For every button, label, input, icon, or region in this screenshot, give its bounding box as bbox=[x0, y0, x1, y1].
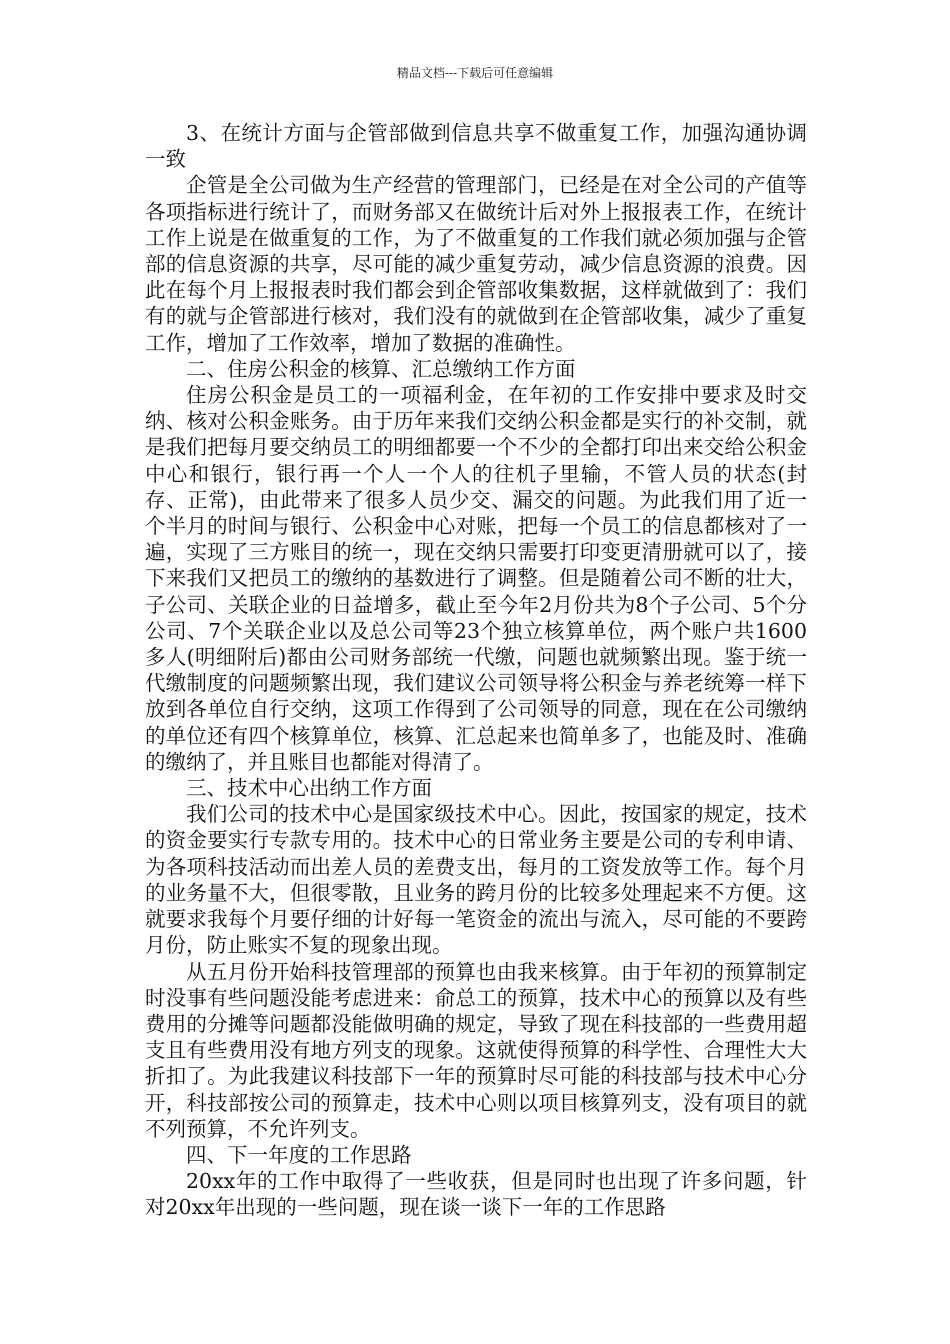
paragraph-statistics-heading: 3、在统计方面与企管部做到信息共享不做重复工作，加强沟通协调一致 bbox=[145, 121, 807, 172]
section-heading-housing-fund: 二、住房公积金的核算、汇总缴纳工作方面 bbox=[186, 356, 576, 381]
document-body bbox=[145, 120, 807, 1221]
section-heading-tech-center: 三、技术中心出纳工作方面 bbox=[186, 776, 432, 801]
paragraph-budget-body: 从五月份开始科技管理部的预算也由我来核算。由于年初的预算制定时没事有些问题没能考虑进来：俞总工的预算，技术中心的预算以及有些费用的分摊等问题都没能做明确的规定，导致了现在科技部的一些费用超支且有些费用没有地方列支的现象。这就使得预算的科学性、合理性大大折扣了。为此我建议科技部下一年的预算时尽可能的科技部与技术中心分开，科技部按公司的预算走，技术中心则以项目核算列支，没有项目的就不列预算，不允许列支。 bbox=[145, 959, 807, 1141]
paragraph-tech-center-body: 我们公司的技术中心是国家级技术中心。因此，按国家的规定，技术的资金要实行专款专用的。技术中心的日常业务主要是公司的专利申请、为各项科技活动而出差人员的差费支出，每月的工资发放等工作。每个月的业务量不大，但很零散，且业务的跨月份的比较多处理起来不方便。这就要求我每个月要仔细的计好每一笔资金的流出与流入，尽可能的不要跨月份，防止账实不复的现象出现。 bbox=[145, 802, 807, 958]
paragraph-housing-fund-body: 住房公积金是员工的一项福利金，在年初的工作安排中要求及时交纳、核对公积金账务。由于历年来我们交纳公积金都是实行的补交制，就是我们把每月要交纳员工的明细都要一个不少的全都打印出来交给公积金中心和银行，银行再一个人一个人的往机子里输，不管人员的状态(封存、正常)，由此带来了很多人员少交、漏交的问题。为此我们用了近一个半月的时间与银行、公积金中心对账，把每一个员工的信息都核对了一遍，实现了三方账目的统一，现在交纳只需要打印变更清册就可以了，接下来我们又把员工的缴纳的基数进行了调整。但是随着公司不断的壮大，子公司、关联企业的日益增多，截止至今年2月份共为8个子公司、5个分公司、7个关联企业以及总公司等23个独立核算单位，两个账户共1600多人(明细附后)都由公司财务部统一代缴，问题也就频繁出现。鉴于统一代缴制度的问题频繁出现，我们建议公司领导将公积金与养老统筹一样下放到各单位自行交纳，这项工作得到了公司领导的同意，现在在公司缴纳的单位还有四个核算单位，核算、汇总起来也简单多了，也能及时、准确的缴纳了，并且账目也都能对得清了。 bbox=[145, 383, 807, 774]
paragraph-statistics-body: 企管是全公司做为生产经营的管理部门，已经是在对全公司的产值等各项指标进行统计了，而财务部又在做统计后对外上报报表工作，在统计工作上说是在做重复的工作，为了不做重复的工作我们就必须加强与企管部的信息资源的共享，尽可能的减少重复劳动，减少信息资源的浪费。因此在每个月上报报表时我们都会到企管部收集数据，这样就做到了：我们有的就与企管部进行核对，我们没有的就做到在企管部收集，减少了重复工作，增加了工作效率，增加了数据的准确性。 bbox=[145, 173, 807, 355]
page-header: 精品文档---下载后可任意编辑 bbox=[396, 66, 554, 80]
paragraph-next-year-body: 20xx年的工作中取得了一些收获，但是同时也出现了许多问题，针对20xx年出现的一些问题，现在谈一谈下一年的工作思路 bbox=[145, 1169, 807, 1220]
section-heading-next-year: 四、下一年度的工作思路 bbox=[186, 1142, 412, 1167]
